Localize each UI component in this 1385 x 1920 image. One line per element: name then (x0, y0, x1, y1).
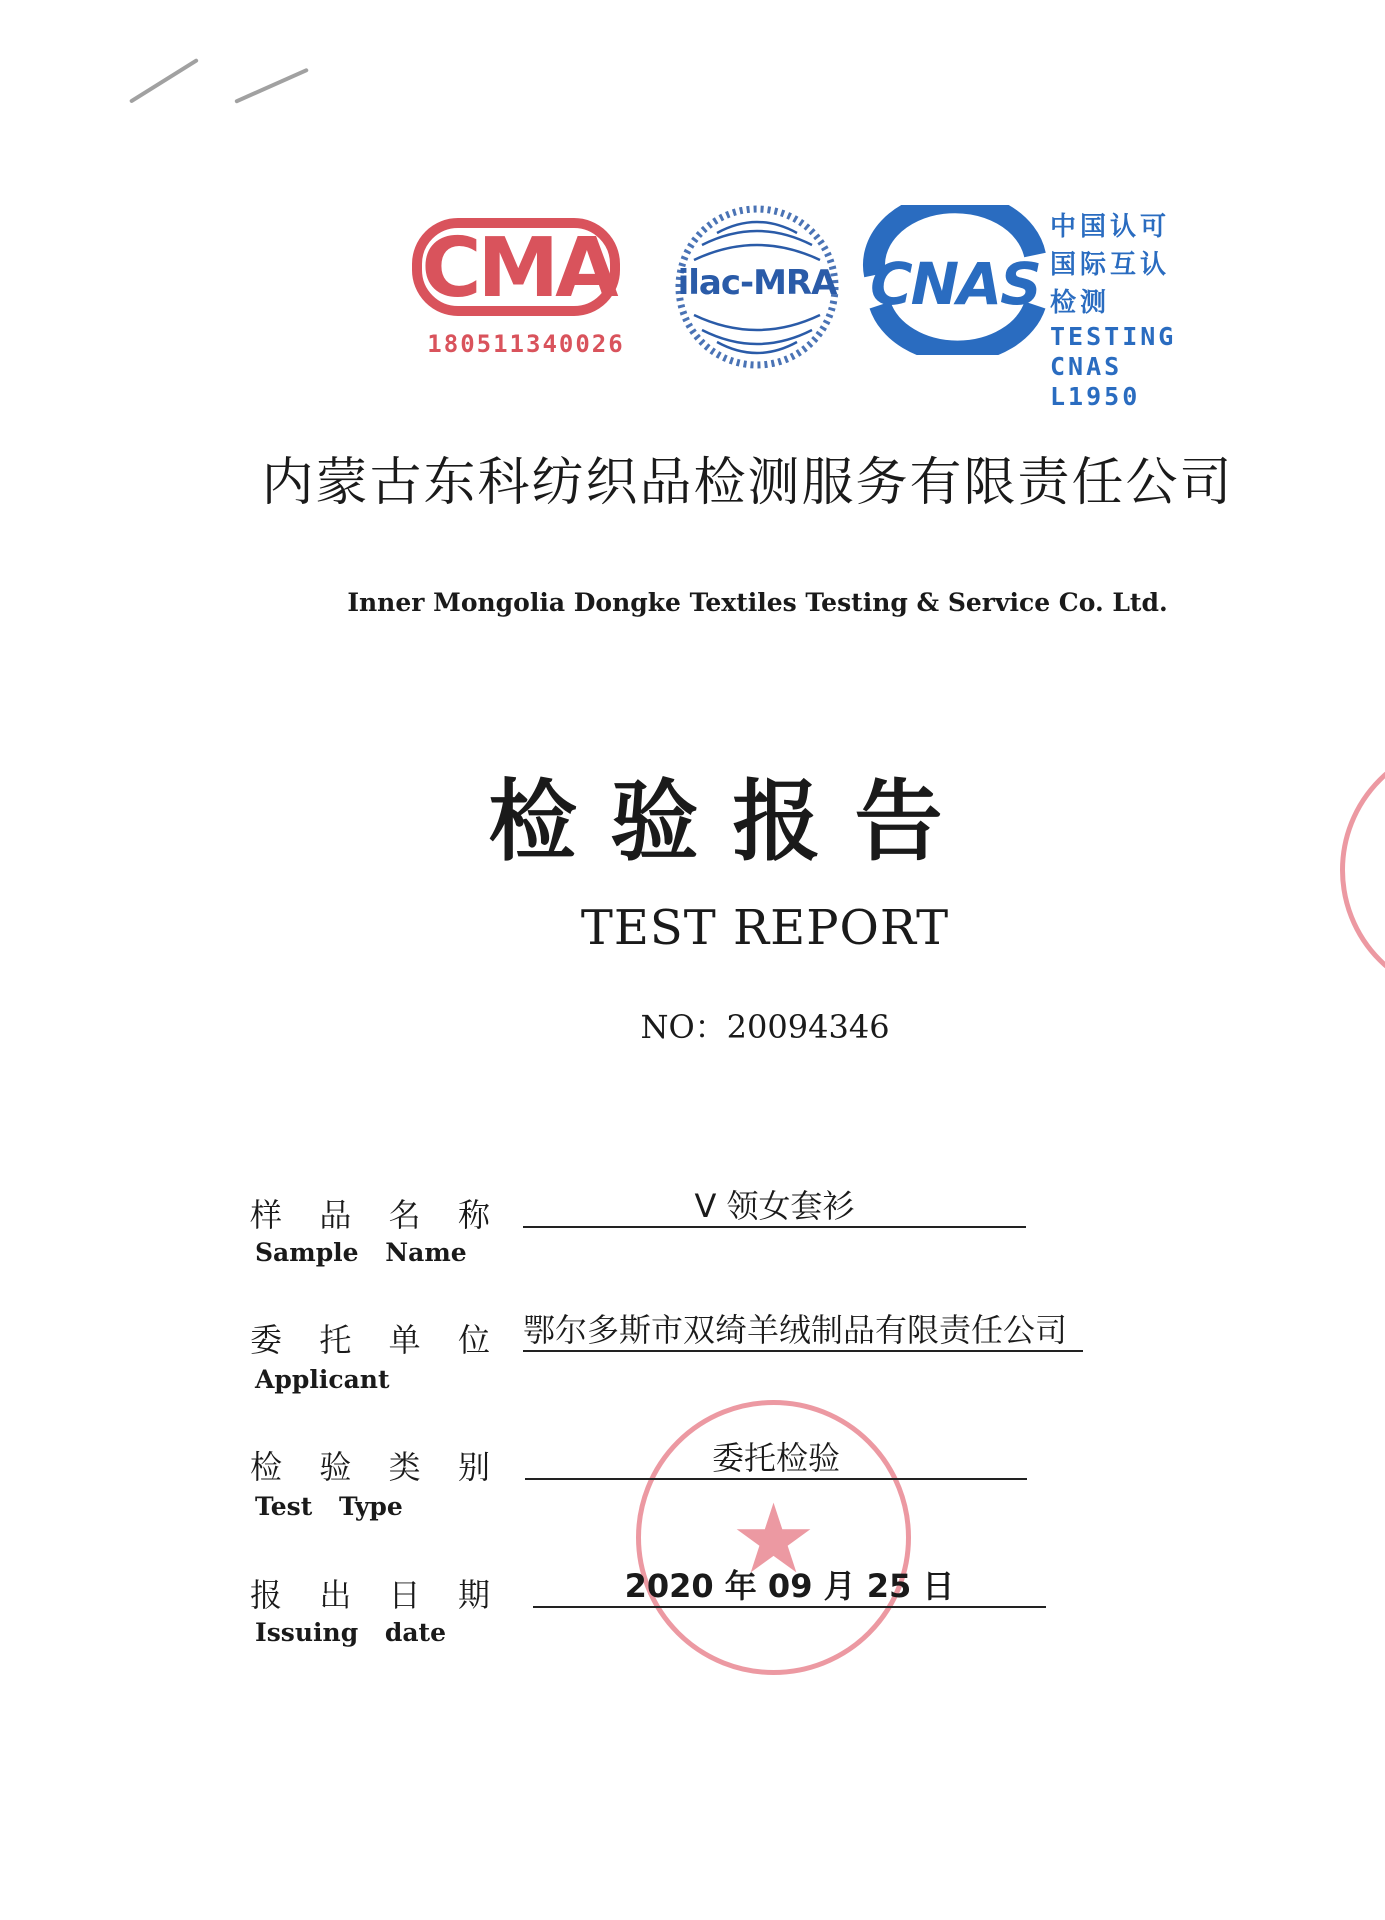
test-type-label-en: Test Type (255, 1492, 403, 1521)
cma-logo-text: CMA (421, 221, 615, 316)
seal-star-icon: ★ (730, 1483, 817, 1595)
cnas-side-line: TESTING (1050, 322, 1177, 351)
ilac-logo-text: ilac-MRA (677, 263, 837, 303)
report-number: NO：20094346 (640, 1008, 890, 1046)
label-char: 样 (250, 1196, 283, 1234)
cnas-side-text (1050, 208, 1200, 412)
cnas-logo-text: CNAS (870, 250, 1040, 318)
cnas-side-line: 国际互认 (1050, 250, 1171, 280)
company-name-cn: 内蒙古东科纺织品检测服务有限责任公司 (261, 453, 1234, 513)
applicant-value: 鄂尔多斯市双绮羊绒制品有限责任公司 (523, 1310, 1083, 1352)
cnas-side-line: 中国认可 (1050, 212, 1171, 242)
label-char: 报 (250, 1576, 283, 1614)
company-name-en: Inner Mongolia Dongke Textiles Testing & Service Co. Ltd. (347, 588, 1168, 617)
report-title-en: TEST REPORT (580, 900, 950, 956)
label-char: 验 (319, 1448, 352, 1486)
scan-mark (234, 68, 309, 104)
label-char: 托 (319, 1321, 352, 1359)
label-char: 类 (388, 1448, 421, 1486)
label-char: 期 (457, 1576, 490, 1614)
test-type-value: 委托检验 (525, 1438, 1027, 1480)
applicant-label-en: Applicant (255, 1365, 390, 1394)
test-type-label-cn (250, 1442, 490, 1488)
cnas-side-line: CNAS L1950 (1050, 352, 1141, 411)
label-char: 位 (457, 1321, 490, 1359)
cma-number: 180511340026 (427, 330, 625, 358)
label-char: 出 (319, 1576, 352, 1614)
cnas-logo (855, 205, 1055, 355)
issuing-date-label-cn (250, 1570, 490, 1616)
ilac-mra-logo (672, 205, 842, 370)
cnas-side-line: 检测 (1050, 288, 1111, 318)
label-char: 委 (250, 1321, 283, 1359)
label-char: 名 (388, 1196, 421, 1234)
label-char: 日 (388, 1576, 421, 1614)
issuing-date-label-en: Issuing date (255, 1618, 447, 1647)
label-char: 别 (457, 1448, 490, 1486)
issuing-date-value: 2020 年 09 月 25 日 (533, 1566, 1046, 1608)
sample-name-label-en: Sample Name (255, 1238, 467, 1267)
report-title-cn: 检验报告 (488, 770, 977, 873)
cma-logo (408, 212, 628, 362)
scan-mark (129, 58, 199, 104)
sample-name-value: V 领女套衫 (523, 1186, 1026, 1228)
label-char: 单 (388, 1321, 421, 1359)
sample-name-label-cn (250, 1190, 490, 1236)
label-char: 品 (319, 1196, 352, 1234)
label-char: 称 (457, 1196, 490, 1234)
applicant-label-cn (250, 1315, 490, 1361)
label-char: 检 (250, 1448, 283, 1486)
